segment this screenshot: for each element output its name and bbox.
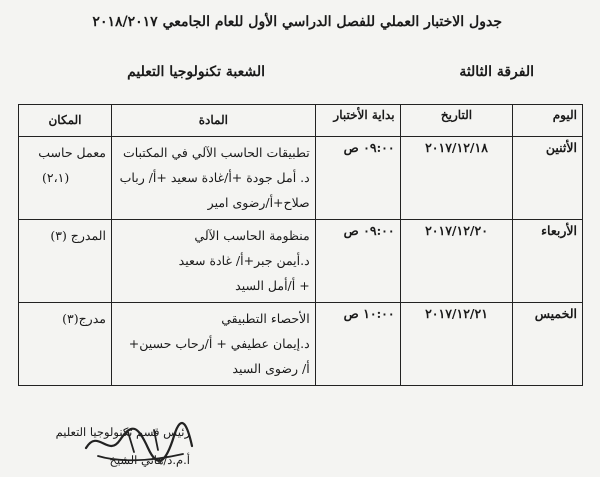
row-start: ١٠:٠٠ ص xyxy=(315,303,400,386)
row-date: ٢٠١٧/١٢/٢٠ xyxy=(400,220,513,303)
year-level: الفرقة الثالثة xyxy=(459,64,534,80)
row-date: ٢٠١٧/١٢/١٨ xyxy=(400,137,513,220)
place-name: مدرج(٣) xyxy=(62,311,106,326)
header-subject: المادة xyxy=(111,105,315,137)
document-title: جدول الاختبار العملي للفصل الدراسي الأول للعام الجامعي ٢٠١٨/٢٠١٧ xyxy=(92,14,502,30)
row-day: الخميس xyxy=(513,303,583,386)
subject-staff: أ/ رضوى السيد xyxy=(232,361,310,376)
row-day: الأربعاء xyxy=(513,220,583,303)
table-row xyxy=(19,137,583,220)
schedule-table xyxy=(18,104,583,386)
subject-title: الأحصاء التطبيقي xyxy=(221,311,310,326)
header-day: اليوم xyxy=(513,105,583,137)
signature-name: أ.م.د/هاني الشيخ xyxy=(109,453,190,467)
row-start: ٠٩:٠٠ ص xyxy=(315,220,400,303)
subject-staff: د. أمل جودة +أ/غادة سعيد +أ/ رباب xyxy=(119,170,310,185)
place-name: معمل حاسب xyxy=(38,145,106,160)
row-place xyxy=(19,137,112,220)
subject-title: تطبيقات الحاسب الآلي في المكتبات xyxy=(122,145,310,160)
subject-title: منظومة الحاسب الآلي xyxy=(194,228,310,243)
row-place xyxy=(19,220,112,303)
header-place: المكان xyxy=(19,105,112,137)
handwritten-signature xyxy=(78,418,198,468)
section-name: الشعبة تكنولوجيا التعليم xyxy=(127,64,265,80)
table-row xyxy=(19,303,583,386)
row-subject xyxy=(111,137,315,220)
place-name: المدرج (٣) xyxy=(50,228,106,243)
signature-title: رئيس قسم تكنولوجيا التعليم xyxy=(55,425,190,439)
place-detail: (٢،١) xyxy=(42,170,70,185)
subject-staff: + أ/أمل السيد xyxy=(235,278,310,293)
row-day: الأثنين xyxy=(513,137,583,220)
row-date: ٢٠١٧/١٢/٢١ xyxy=(400,303,513,386)
table-header-row xyxy=(19,105,583,137)
table-row xyxy=(19,220,583,303)
subject-staff: صلاح+أ/رضوى امير xyxy=(207,195,310,210)
subject-staff: د.إيمان عطيفي + أ/رحاب حسين+ xyxy=(128,336,310,351)
row-subject xyxy=(111,303,315,386)
row-start: ٠٩:٠٠ ص xyxy=(315,137,400,220)
subject-staff: د.أيمن جبر+أ/ غادة سعيد xyxy=(178,253,310,268)
header-date: التاريخ xyxy=(400,105,513,137)
row-place xyxy=(19,303,112,386)
row-subject xyxy=(111,220,315,303)
header-start: بداية الأختبار xyxy=(315,105,400,137)
